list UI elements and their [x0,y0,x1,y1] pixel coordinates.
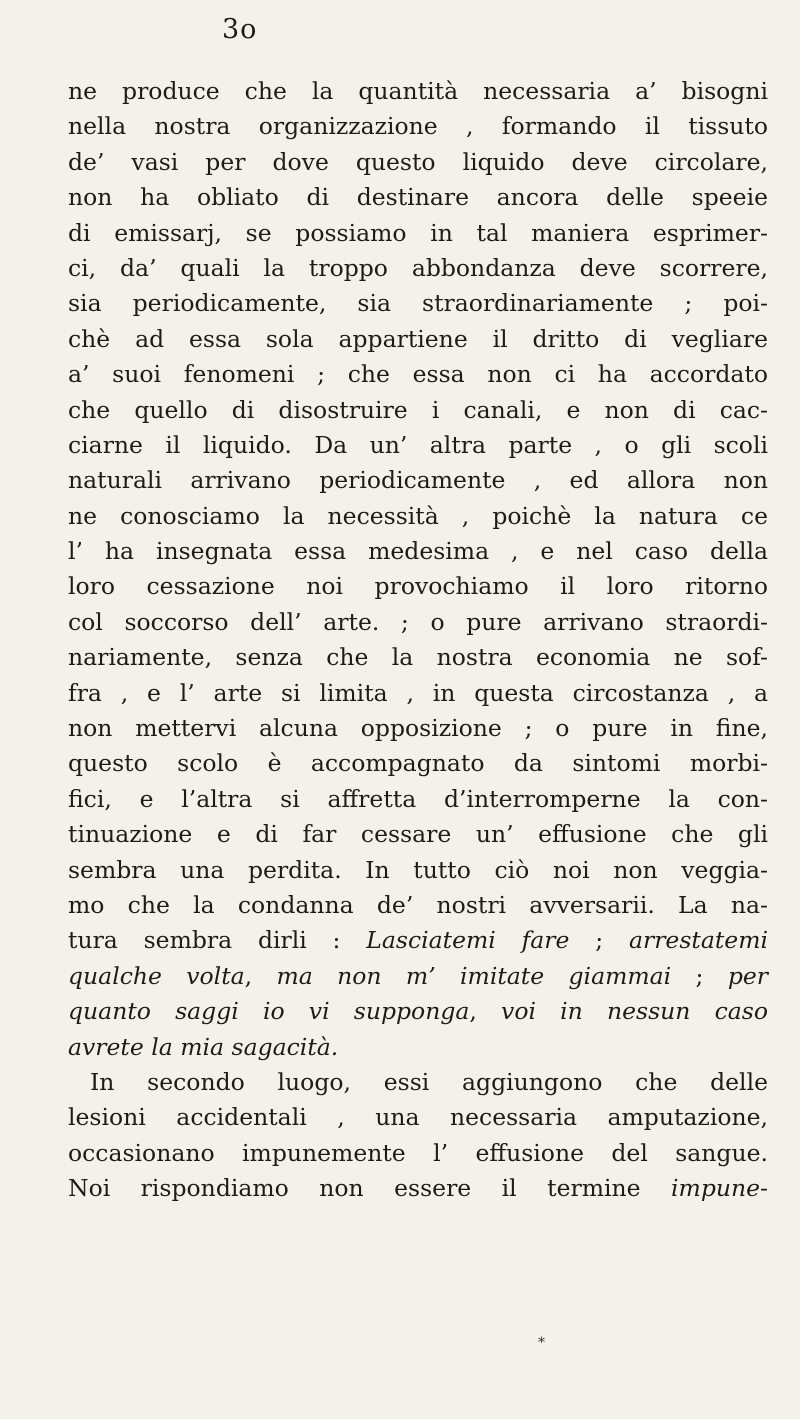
text-line: di emissarj, se possiamo in tal maniera esprimer- [68,218,768,247]
text-run: ; [671,961,728,990]
text-line [68,1171,768,1206]
italic-quote: impune- [671,1174,768,1203]
text-line: In secondo luogo, essi aggiungono che delle [90,1067,768,1096]
text-line: questo scolo è accompagnato da sintomi morbi- [68,749,768,778]
text-line [68,994,768,1029]
text-line: naturali arrivano periodicamente , ed allora non [68,466,768,495]
text-line: non ha obliato di destinare ancora delle speeie [68,183,768,212]
page-number: 3o [222,14,258,45]
text-line: chè ad essa sola appartiene il dritto di vegliare [68,324,768,353]
text-run: tura sembra dirli : [68,926,367,955]
text-line: ciarne il liquido. Da un’ altra parte , o gli scoli [68,430,768,459]
text-run: , [469,997,502,1026]
text-line: col soccorso dell’ arte. ; o pure arrivano straordi- [68,607,768,636]
italic-quote: ma non m’ imitate giammai [276,961,672,990]
text-line: loro cessazione noi provochiamo il loro ritorno [68,572,768,601]
text-line: non mettervi alcuna opposizione ; o pure in fine, [68,714,768,743]
italic-quote: qualche volta [68,961,245,990]
text-line: occasionano impunemente l’ effusione del sangue. [68,1138,768,1167]
italic-quote: quanto saggi io vi supponga [68,997,470,1026]
text-line: sia periodicamente, sia straordinariamente ; poi- [68,289,768,318]
text-line: ci, da’ quali la troppo abbondanza deve scorrere, [68,253,768,282]
text-line: nariamente, senza che la nostra economia ne sof- [68,643,768,672]
text-line [68,923,768,958]
text-line: sembra una perdita. In tutto ciò noi non veggia- [68,855,768,884]
text-line: fici, e l’altra si affretta d’interromperne la con- [68,784,768,813]
text-run: Noi rispondiamo non essere il termine [68,1174,672,1203]
italic-quote: per [727,961,768,990]
italic-quote: avrete la mia sagacità. [68,1032,339,1061]
italic-quote: voi in nessun caso [501,997,768,1026]
text-line [68,959,768,994]
text-line: ne conosciamo la necessità , poichè la natura ce [68,501,768,530]
text-run: , [244,961,277,990]
text-line: l’ ha insegnata essa medesima , e nel caso della [68,537,768,566]
text-line [68,1030,768,1065]
text-line: de’ vasi per dove questo liquido deve circolare, [68,147,768,176]
footer-mark: * [538,1335,545,1351]
body-text [68,74,768,1207]
text-line: che quello di disostruire i canali, e non di cac- [68,395,768,424]
text-line: mo che la condanna de’ nostri avversarii. La na- [68,890,768,919]
text-run: ; [569,926,629,955]
text-line: lesioni accidentali , una necessaria amputazione, [68,1103,768,1132]
text-line: nella nostra organizzazione , formando il tissuto [68,112,768,141]
text-line: ne produce che la quantità necessaria a’ bisogni [68,77,768,105]
text-line: tinuazione e di far cessare un’ effusione che gli [68,820,768,849]
text-line: fra , e l’ arte si limita , in questa circostanza , a [68,678,768,707]
italic-quote: Lasciatemi fare [366,926,570,955]
text-line: a’ suoi fenomeni ; che essa non ci ha accordato [68,360,768,389]
italic-quote: arrestatemi [628,926,769,955]
